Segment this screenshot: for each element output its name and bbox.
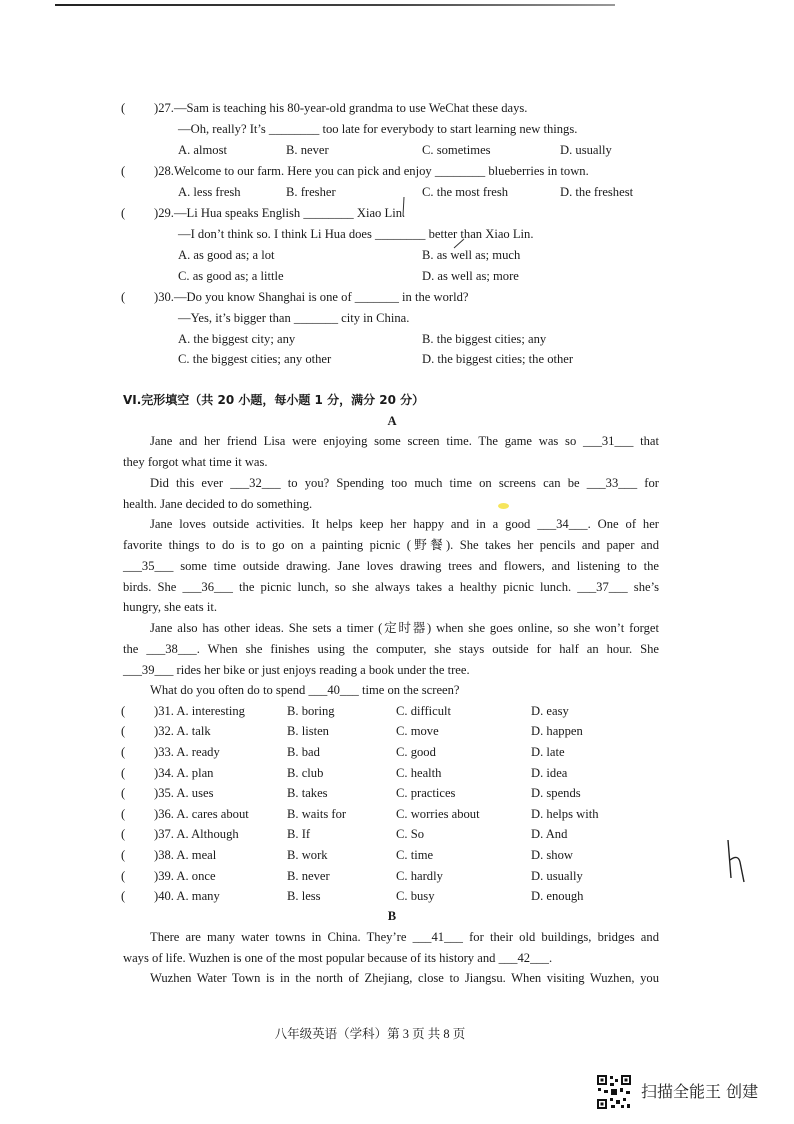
option-d: D. easy [531, 704, 569, 718]
option-b: B. the biggest cities; any [422, 332, 547, 346]
question-text: —Do you know Shanghai is one of _______ in the world? [173, 290, 469, 304]
option-a: )36. A. cares about [154, 807, 249, 821]
option-b: B. boring [287, 704, 335, 718]
option-d: D. usually [531, 869, 583, 883]
answer-paren: ( [121, 206, 126, 220]
passage-line: hungry, she eats it. [123, 600, 217, 614]
answer-paren: ( [121, 786, 126, 800]
option-b: B. never [287, 869, 330, 883]
option-c: C. health [396, 766, 442, 780]
option-c: C. difficult [396, 704, 452, 718]
option-c: C. the biggest cities; any other [178, 352, 332, 366]
question-number: )28. [154, 164, 174, 178]
option-d: D. spends [531, 786, 581, 800]
passage-line: ways of life. Wuzhen is one of the most popular because of its history and ___42___. [123, 951, 553, 965]
passage-line: favorite things to do is to go on a painting picnic (野餐). She takes her pencils and paper and [123, 538, 659, 552]
option-a: A. the biggest city; any [178, 332, 296, 346]
answer-paren: ( [121, 766, 126, 780]
option-d: D. late [531, 745, 565, 759]
answer-paren: ( [121, 164, 126, 178]
pencil-mark [452, 236, 466, 250]
option-d: D. usually [560, 143, 612, 157]
qr-code-icon [596, 1074, 632, 1110]
pencil-mark [398, 196, 410, 218]
option-d: D. show [531, 848, 573, 862]
scanner-watermark: 扫描全能王 创建 [641, 1082, 759, 1101]
option-c: C. worries about [396, 807, 480, 821]
question-30 [154, 289, 468, 305]
option-a: A. less fresh [178, 185, 241, 199]
option-c: C. move [396, 724, 439, 738]
question-text: —Li Hua speaks English ________ Xiao Lin. [173, 206, 406, 220]
option-d: D. as well as; more [422, 269, 519, 283]
question-text: —Sam is teaching his 80-year-old grandma to use WeChat these days. [173, 101, 528, 115]
option-c: C. sometimes [422, 143, 491, 157]
option-a: )34. A. plan [154, 766, 214, 780]
option-b: B. less [287, 889, 321, 903]
option-c: C. time [396, 848, 434, 862]
option-a: )38. A. meal [154, 848, 217, 862]
option-d: D. the freshest [560, 185, 634, 199]
option-c: C. good [396, 745, 436, 759]
question-30-reply: —Yes, it’s bigger than _______ city in China. [178, 311, 410, 325]
passage-line: birds. She ___36___ the picnic lunch, so she always takes a healthy picnic lunch. ___37___ she’s [123, 580, 659, 594]
option-d: D. idea [531, 766, 568, 780]
answer-paren: ( [121, 889, 126, 903]
option-a: )31. A. interesting [154, 704, 245, 718]
passage-line: ___39___ rides her bike or just enjoys reading a book under the tree. [123, 663, 470, 677]
answer-paren: ( [121, 848, 126, 862]
option-a: )37. A. Although [154, 827, 239, 841]
option-b: B. work [287, 848, 328, 862]
option-a: )40. A. many [154, 889, 220, 903]
top-rule [55, 4, 615, 6]
option-a: A. almost [178, 143, 227, 157]
passage-line: There are many water towns in China. They’re ___41___ for their old buildings, bridges and [150, 930, 659, 944]
question-29-reply: —I don’t think so. I think Li Hua does ________ better than Xiao Lin. [178, 227, 534, 241]
passage-a-label: A [387, 414, 397, 428]
option-d: D. helps with [531, 807, 599, 821]
answer-paren: ( [121, 290, 126, 304]
answer-paren: ( [121, 869, 126, 883]
option-b: B. club [287, 766, 324, 780]
passage-line: Jane and her friend Lisa were enjoying some screen time. The game was so ___31___ that [150, 434, 659, 448]
option-b: B. bad [287, 745, 320, 759]
option-c: C. practices [396, 786, 456, 800]
option-c: C. So [396, 827, 424, 841]
option-b: B. takes [287, 786, 328, 800]
answer-paren: ( [121, 745, 126, 759]
option-c: C. as good as; a little [178, 269, 284, 283]
option-c: C. hardly [396, 869, 443, 883]
question-27-reply: —Oh, really? It’s ________ too late for everybody to start learning new things. [178, 122, 578, 136]
passage-line: the ___38___. When she finishes using the computer, she stays outside for half an hour. She [123, 642, 659, 656]
option-a: )35. A. uses [154, 786, 214, 800]
question-number: )27. [154, 101, 174, 115]
answer-paren: ( [121, 807, 126, 821]
question-29 [154, 205, 405, 221]
option-a: A. as good as; a lot [178, 248, 275, 262]
option-c: C. the most fresh [422, 185, 509, 199]
passage-line: they forgot what time it was. [123, 455, 268, 469]
handwritten-mark [724, 838, 748, 884]
section-title: VI.完形填空（共 20 小题，每小题 1 分，满分 20 分） [123, 393, 425, 407]
option-b: B. never [286, 143, 329, 157]
option-b: B. If [287, 827, 311, 841]
passage-line: What do you often do to spend ___40___ time on the screen? [150, 683, 460, 697]
option-a: )32. A. talk [154, 724, 211, 738]
option-b: B. as well as; much [422, 248, 521, 262]
answer-paren: ( [121, 724, 126, 738]
option-d: D. enough [531, 889, 584, 903]
passage-line: Jane loves outside activities. It helps keep her happy and in a good ___34___. One of her [150, 517, 659, 531]
option-b: B. waits for [287, 807, 347, 821]
passage-line: Did this ever ___32___ to you? Spending too much time on screens can be ___33___ for [150, 476, 659, 490]
passage-line: ___35___ some time outside drawing. Jane loves drawing trees and flowers, and listening to the [123, 559, 659, 573]
page-footer: 八年级英语（学科）第 3 页 共 8 页 [274, 1027, 466, 1041]
option-a: )33. A. ready [154, 745, 220, 759]
answer-paren: ( [121, 827, 126, 841]
answer-paren: ( [121, 101, 126, 115]
passage-line: Wuzhen Water Town is in the north of Zhejiang, close to Jiangsu. When visiting Wuzhen, you [150, 971, 659, 985]
option-c: C. busy [396, 889, 435, 903]
question-text: Welcome to our farm. Here you can pick and enjoy ________ blueberries in town. [173, 164, 589, 178]
answer-paren: ( [121, 704, 126, 718]
highlighter-mark [498, 503, 509, 509]
passage-b-label: B [387, 909, 397, 923]
question-number: )30. [154, 290, 174, 304]
passage-line: health. Jane decided to do something. [123, 497, 313, 511]
option-b: B. listen [287, 724, 329, 738]
option-d: D. happen [531, 724, 583, 738]
option-b: B. fresher [286, 185, 336, 199]
question-number: )29. [154, 206, 174, 220]
question-28 [154, 163, 589, 179]
option-d: D. the biggest cities; the other [422, 352, 574, 366]
question-27 [154, 100, 527, 116]
option-a: )39. A. once [154, 869, 216, 883]
passage-line: Jane also has other ideas. She sets a timer (定时器) when she goes online, so she won’t forget [150, 621, 659, 635]
option-d: D. And [531, 827, 568, 841]
